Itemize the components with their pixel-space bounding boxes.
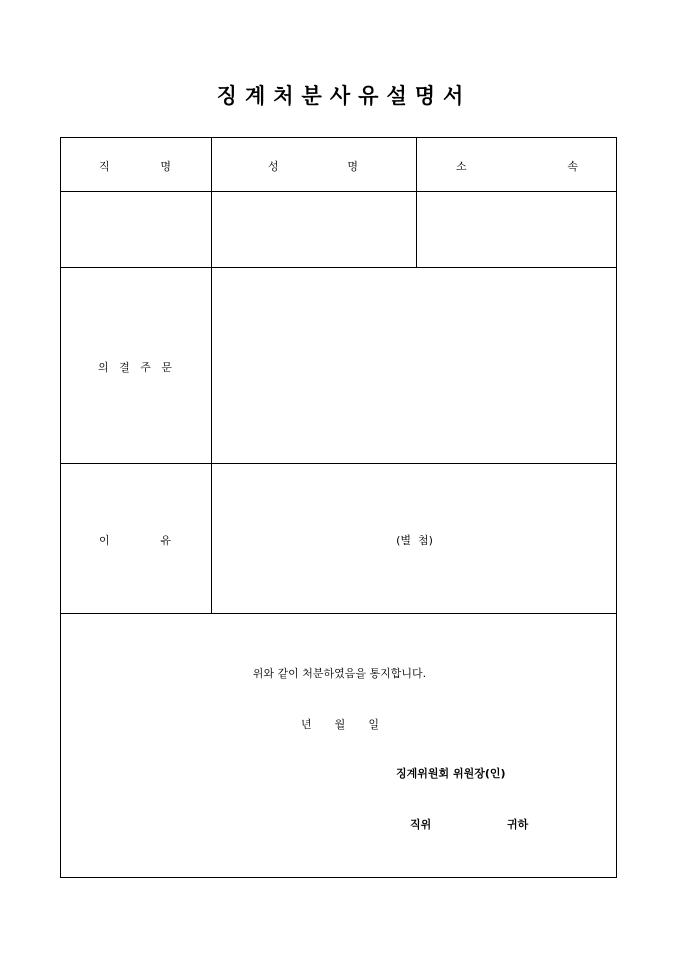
header-name-label: 성 명 — [268, 160, 358, 173]
row-divider — [61, 463, 616, 464]
position-field[interactable] — [61, 192, 211, 267]
decision-field[interactable] — [212, 268, 617, 463]
decision-label: 의 결 주 문 — [98, 361, 172, 374]
signer-label: 징계위원회 위원장(인) — [396, 767, 506, 780]
row-divider — [61, 613, 616, 614]
reason-value: (별 첨) — [396, 534, 433, 547]
reason-label: 이 유 — [99, 534, 171, 547]
document-title: 징 계 처 분 사 유 설 명 서 — [216, 83, 464, 108]
name-field[interactable] — [212, 192, 416, 267]
header-position-label: 직 명 — [99, 160, 171, 173]
recipient-suffix: 귀하 — [507, 818, 529, 831]
disciplinary-form — [60, 137, 617, 878]
notice-text: 위와 같이 처분하였음을 통지합니다. — [252, 667, 427, 680]
affiliation-field[interactable] — [417, 192, 617, 267]
header-affiliation-label: 소 속 — [456, 160, 578, 173]
recipient-title: 직위 — [410, 818, 432, 831]
notice-date: 년 월 일 — [301, 718, 379, 731]
